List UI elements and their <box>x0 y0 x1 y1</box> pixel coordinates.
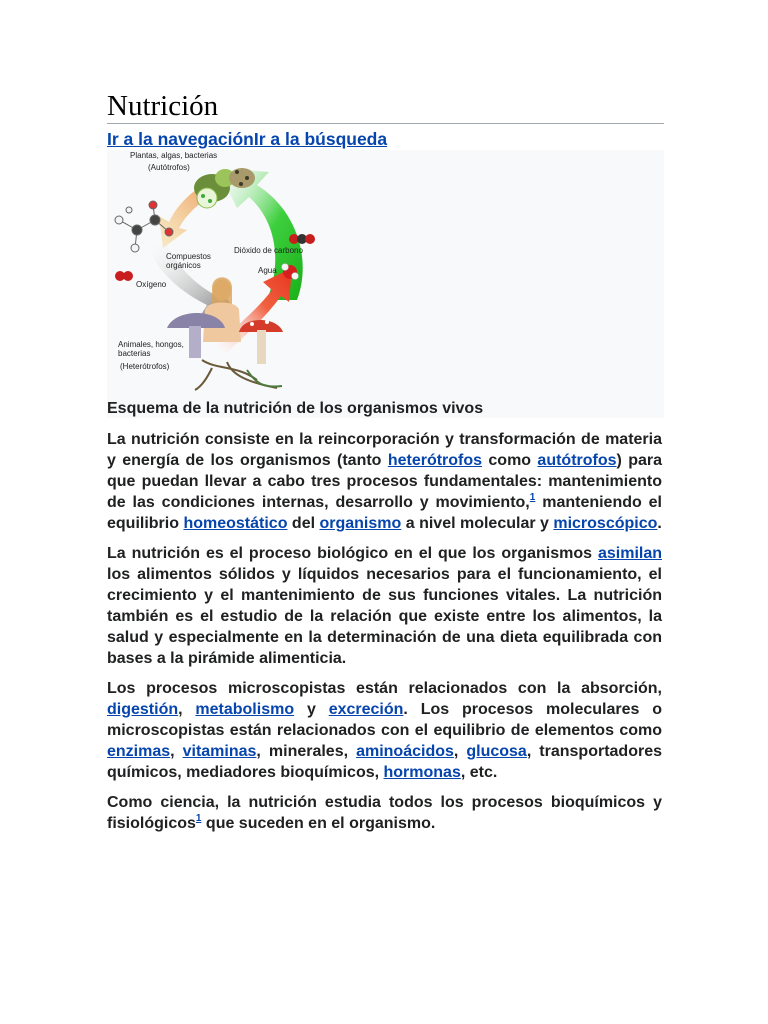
text: manteniendo el equilibrio <box>107 494 663 532</box>
text: , <box>178 701 196 718</box>
link-excrecion[interactable]: excreción <box>328 701 404 718</box>
reference-link[interactable]: 1 <box>529 492 536 503</box>
reference-link[interactable]: 1 <box>195 813 202 824</box>
text: y <box>294 701 329 718</box>
label-animals-2: bacterias <box>118 349 151 358</box>
nutrition-cycle-diagram <box>107 150 664 418</box>
jump-to-navigation-link[interactable]: Ir a la navegación <box>107 129 254 149</box>
text: La nutrición es el proceso biológico en el que los organismos <box>107 545 598 562</box>
page-title: Nutrición <box>107 90 219 122</box>
paragraph-4 <box>107 792 662 834</box>
link-aminoacidos[interactable]: aminoácidos <box>356 743 454 760</box>
link-enzimas[interactable]: enzimas <box>107 743 171 760</box>
text: La nutrición consiste en la reincorporación y transformación de materia y energía de los organismos (tanto <box>107 431 662 469</box>
label-water: Agua <box>258 266 277 275</box>
text: a nivel molecular y <box>401 515 554 532</box>
link-microscopico[interactable]: microscópico <box>553 515 658 532</box>
label-animals-1: Animales, hongos, <box>118 340 184 349</box>
link-vitaminas[interactable]: vitaminas <box>182 743 257 760</box>
nutrition-diagram-figure <box>107 150 664 418</box>
label-heterotrophs: (Heterótrofos) <box>120 362 170 371</box>
link-autotrofos[interactable]: autótrofos <box>537 452 617 469</box>
link-hormonas[interactable]: hormonas <box>383 764 461 781</box>
link-heterotrofos[interactable]: heterótrofos <box>387 452 483 469</box>
text: , minerales, <box>256 743 357 760</box>
text: como <box>482 452 538 469</box>
text: Como ciencia, la nutrición estudia todos los procesos bioquímicos y fisiológicos <box>107 794 662 832</box>
text: . Los procesos moleculares o microscopistas están relacionados con el equilibrio de elementos como <box>107 701 663 739</box>
text: ) para que puedan llevar a cabo tres procesos fundamentales: mantenimiento de las condiciones internas, desarrollo y movimiento, <box>107 452 663 511</box>
text: . <box>657 515 662 532</box>
text: , <box>453 743 467 760</box>
text: , etc. <box>460 764 498 781</box>
roots-illustration <box>195 360 282 390</box>
person-illustration <box>203 277 241 342</box>
label-compounds-2: orgánicos <box>166 261 201 270</box>
label-co2: Dióxido de carbono <box>234 246 303 255</box>
paragraph-3 <box>107 678 662 783</box>
link-metabolismo[interactable]: metabolismo <box>195 701 295 718</box>
label-plants: Plantas, algas, bacterias <box>130 151 218 160</box>
figure-caption: Esquema de la nutrición de los organismos vivos <box>107 400 484 417</box>
text: que suceden en el organismo. <box>201 815 436 832</box>
label-compounds-1: Compuestos <box>166 252 211 261</box>
jump-links <box>107 128 387 150</box>
label-autotrophs: (Autótrofos) <box>148 163 190 172</box>
text: , transportadores químicos, mediadores bioquímicos, <box>107 743 662 781</box>
co2-molecule-illustration <box>289 234 315 244</box>
oxygen-molecule-illustration <box>115 271 133 281</box>
link-organismo[interactable]: organismo <box>319 515 402 532</box>
text: , <box>170 743 183 760</box>
article-body <box>107 429 662 843</box>
paragraph-2 <box>107 543 662 669</box>
link-digestion[interactable]: digestión <box>107 701 179 718</box>
text: Los procesos microscopistas están relacionados con la absorción, <box>107 680 662 697</box>
title-divider <box>107 123 664 124</box>
text: los alimentos sólidos y líquidos necesarios para el funcionamiento, el crecimiento y el mantenimiento de sus funciones vitales. La nutrición también es el estudio de la relación que existe entre los alimentos, la salud y especialmente en la determinación de una dieta equilibrada con bases a la pirámide alimenticia. <box>107 566 662 667</box>
link-homeostatico[interactable]: homeostático <box>183 515 288 532</box>
label-oxygen: Oxígeno <box>136 280 167 289</box>
text: del <box>287 515 320 532</box>
link-asimilan[interactable]: asimilan <box>597 545 662 562</box>
link-glucosa[interactable]: glucosa <box>466 743 527 760</box>
jump-to-search-link[interactable]: Ir a la búsqueda <box>253 129 388 149</box>
paragraph-1 <box>107 429 662 534</box>
